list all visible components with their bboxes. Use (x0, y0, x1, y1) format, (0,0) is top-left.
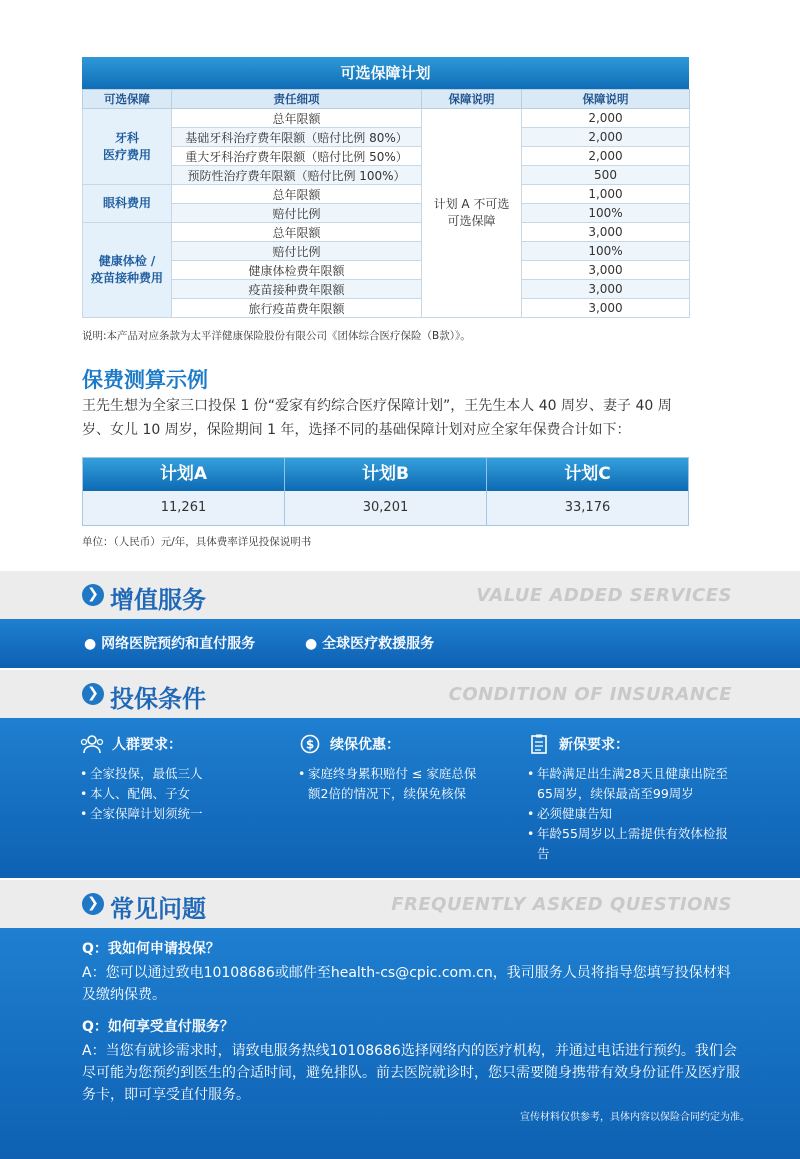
chevron-right-icon: ❯ (82, 893, 104, 915)
plan-a-premium: 11,261 (83, 491, 285, 525)
list-item: • 年龄满足出生满28天且健康出院至65周岁，续保最高至99周岁 (527, 764, 737, 804)
table-cell-item: 总年限额 (172, 109, 422, 128)
plan-b-premium: 30,201 (285, 491, 487, 525)
faq-band (0, 928, 800, 1159)
table-cell-item: 总年限额 (172, 223, 422, 242)
condition-population-title: 人群要求： (112, 737, 182, 753)
premium-table (82, 457, 689, 526)
table-cell-value: 100% (522, 204, 690, 223)
plan-table-grid (82, 89, 690, 318)
condition-new-policy (527, 734, 737, 864)
plan-c-header: 计划C (564, 464, 611, 484)
value-added-band (0, 619, 800, 668)
header-limit: 保障说明 (522, 90, 690, 109)
table-cell-value: 3,000 (522, 261, 690, 280)
condition-renewal (298, 734, 478, 804)
table-cell-value: 3,000 (522, 223, 690, 242)
table-cell-value: 100% (522, 242, 690, 261)
header-optional: 可选保障 (83, 90, 172, 109)
table-cell-item: 总年限额 (172, 185, 422, 204)
table-cell-item: 疫苗接种费年限额 (172, 280, 422, 299)
plan-a-note: 计划 A 不可选 可选保障 (422, 109, 522, 318)
table-cell-item: 基础牙科治疗费年限额（赔付比例 80%） (172, 128, 422, 147)
conditions-band (0, 718, 800, 878)
header-note: 保障说明 (422, 90, 522, 109)
table-cell-item: 预防性治疗费年限额（赔付比例 100%） (172, 166, 422, 185)
faq-question: Q：如何享受直付服务？ (82, 1019, 234, 1035)
list-item: • 年龄55周岁以上需提供有效体检报告 (527, 824, 737, 864)
header-detail: 责任细项 (172, 90, 422, 109)
plan-b-header: 计划B (285, 458, 487, 491)
table-cell-value: 3,000 (522, 280, 690, 299)
conditions-title-en: CONDITION OF INSURANCE (448, 684, 732, 705)
svg-text:$: $ (305, 737, 315, 752)
disclaimer: 宣传材料仅供参考，具体内容以保险合同约定为准。 (520, 1112, 750, 1123)
table-cell-item: 健康体检费年限额 (172, 261, 422, 280)
example-title: 保费测算示例 (82, 368, 208, 392)
table-cell-value: 2,000 (522, 147, 690, 166)
table-cell-item: 赔付比例 (172, 242, 422, 261)
list-item: • 全家保障计划须统一 (80, 804, 290, 824)
list-item: • 本人、配偶、子女 (80, 784, 290, 804)
category-checkup-vaccine: 健康体检 / 疫苗接种费用 (83, 223, 172, 318)
plan-c-premium: 33,176 (564, 500, 611, 515)
condition-new-policy-title: 新保要求： (559, 737, 629, 753)
table-cell-value: 1,000 (522, 185, 690, 204)
table-cell-item: 旅行疫苗费年限额 (172, 299, 422, 318)
table-cell-value: 2,000 (522, 128, 690, 147)
conditions-title: 投保条件 (110, 685, 206, 713)
value-added-title-en: VALUE ADDED SERVICES (476, 585, 732, 606)
table-cell-value: 3,000 (522, 299, 690, 318)
people-icon (80, 734, 104, 754)
optional-plan-table (82, 57, 689, 318)
category-dental: 牙科 医疗费用 (83, 109, 172, 185)
faq-item-direct-pay (82, 1016, 742, 1106)
condition-renewal-title: 续保优惠： (330, 737, 400, 753)
faq-answer: A：您可以通过致电10108686或邮件至health-cs@cpic.com.cn，我司服务人员将指导您填写投保材料及缴纳保费。 (82, 965, 731, 1003)
list-item: • 家庭终身累积赔付 ≤ 家庭总保额2倍的情况下，续保免核保 (298, 764, 478, 804)
table-cell-value: 500 (522, 166, 690, 185)
plan-a-header: 计划A (83, 458, 285, 491)
faq-title-en: FREQUENTLY ASKED QUESTIONS (391, 894, 732, 915)
dollar-icon (298, 734, 322, 754)
condition-population (80, 734, 290, 824)
service-direct-pay: ● 网络医院预约和直付服务 (84, 636, 256, 652)
category-eye: 眼科费用 (83, 185, 172, 223)
clipboard-icon (527, 734, 551, 754)
faq-item-apply (82, 938, 742, 1006)
service-global-rescue: ● 全球医疗救援服务 (305, 636, 435, 652)
plan-table-title: 可选保障计划 (82, 57, 689, 89)
premium-unit-note: 单位：（人民币）元/年，具体费率详见投保说明书 (82, 536, 312, 548)
list-item: • 必须健康告知 (527, 804, 737, 824)
chevron-right-icon: ❯ (82, 683, 104, 705)
chevron-right-icon: ❯ (82, 584, 104, 606)
value-added-title: 增值服务 (110, 586, 206, 614)
plan-table-footnote: 说明:本产品对应条款为太平洋健康保险股份有限公司《团体综合医疗保险（B款）》。 (82, 330, 471, 342)
conditions-header (0, 670, 800, 718)
faq-answer: A：当您有就诊需求时，请致电服务热线10108686选择网络内的医疗机构，并通过电话进行预约。我们会尽可能为您预约到医生的合适时间，避免排队。前去医院就诊时，您只需要随身携带有效身份证件及医疗服务卡，即可享受直付服务。 (82, 1043, 740, 1103)
faq-header (0, 880, 800, 928)
value-added-header (0, 571, 800, 619)
table-cell-item: 赔付比例 (172, 204, 422, 223)
list-item: • 全家投保，最低三人 (80, 764, 290, 784)
example-description: 王先生想为全家三口投保 1 份“爱家有约综合医疗保障计划”，王先生本人 40 周岁、妻子 40 周岁、女儿 10 周岁，保险期间 1 年，选择不同的基础保障计划对应全家年保费合计如下： (82, 398, 672, 438)
faq-title: 常见问题 (110, 895, 206, 923)
faq-question: Q：我如何申请投保？ (82, 941, 220, 957)
table-cell-item: 重大牙科治疗费年限额（赔付比例 50%） (172, 147, 422, 166)
table-cell-value: 2,000 (522, 109, 690, 128)
